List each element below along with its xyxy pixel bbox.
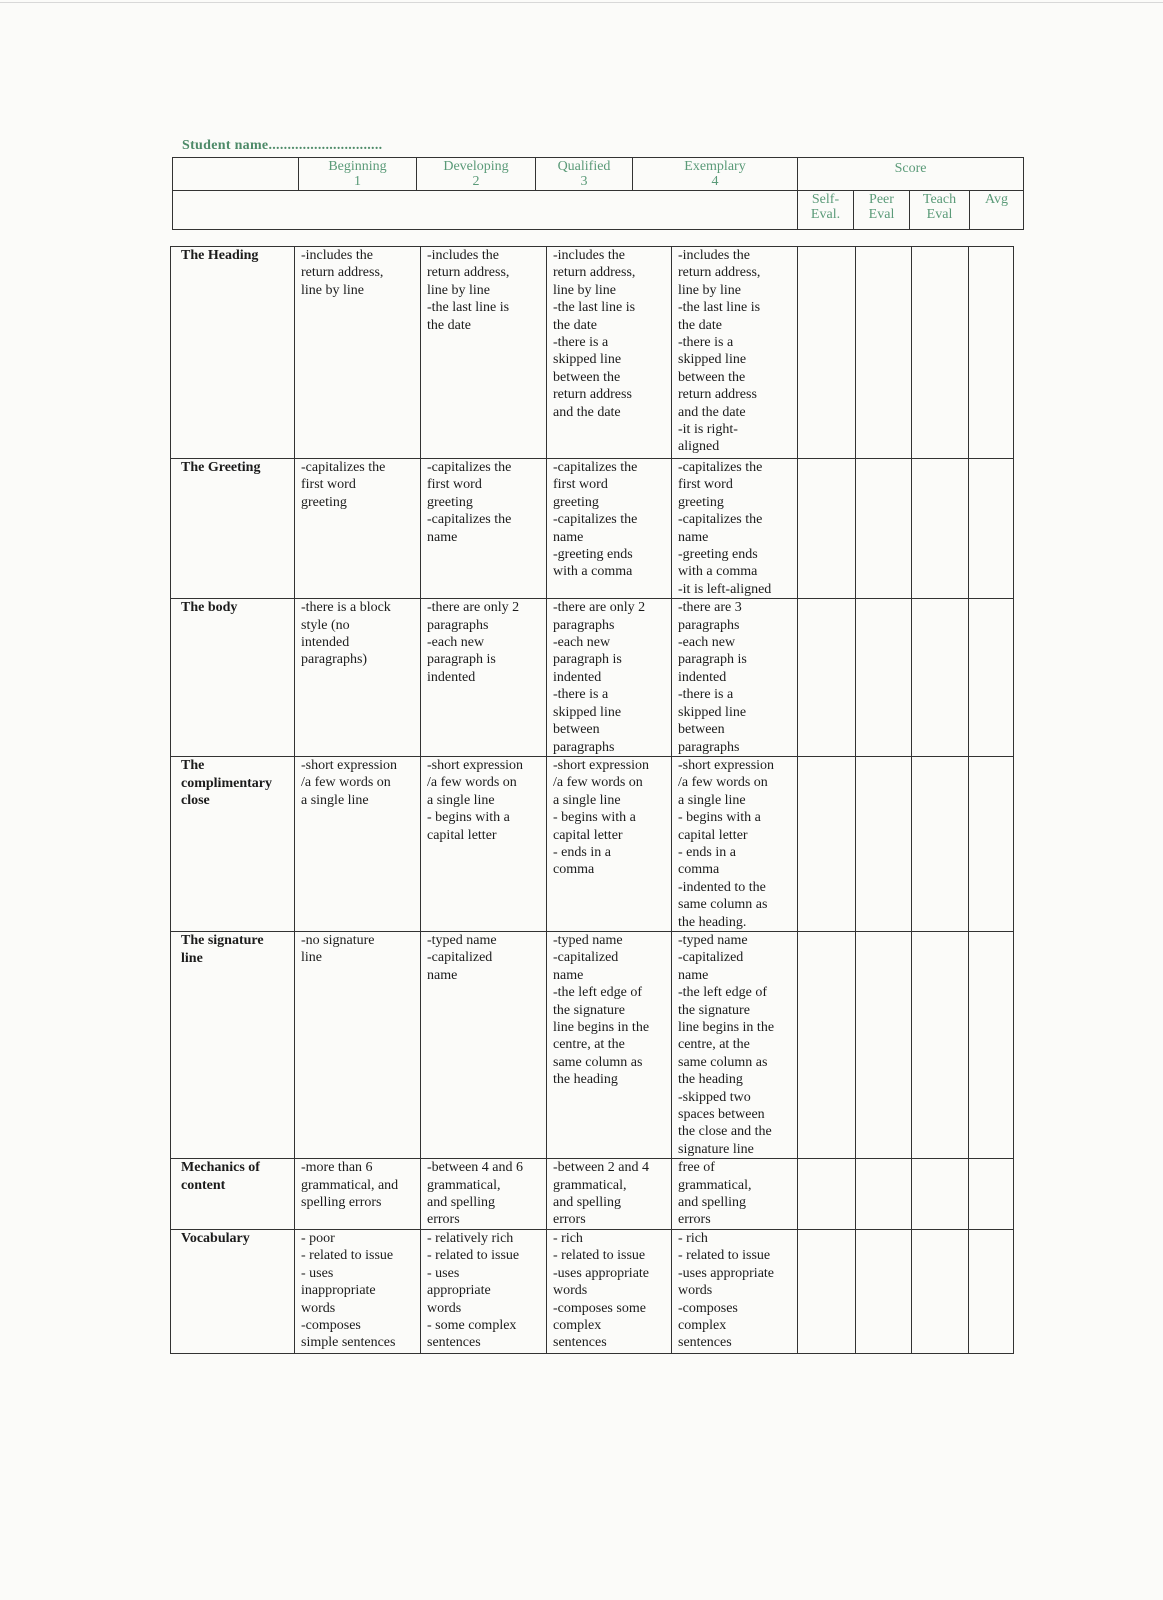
criterion-label <box>171 1159 295 1230</box>
descriptor-developing <box>421 1159 547 1230</box>
descriptor-text: -short expression /a few words on a single line - begins with a capital letter - ends in a comma <box>553 757 650 878</box>
score-cell-avg[interactable] <box>969 756 1014 931</box>
descriptor-text: -short expression /a few words on a single line - begins with a capital letter - ends in a comma -indented to the same column as the heading. <box>678 757 775 930</box>
descriptor-exemplary <box>672 1159 798 1230</box>
rubric-header-table <box>172 157 1024 230</box>
score-cell-teach-eval[interactable] <box>912 599 969 757</box>
descriptor-text: -includes the return address, line by line <box>301 248 384 298</box>
descriptor-exemplary <box>672 756 798 931</box>
descriptor-beginning <box>295 1159 421 1230</box>
descriptor-beginning <box>295 756 421 931</box>
score-header: Score <box>798 158 1024 191</box>
descriptor-exemplary <box>672 599 798 757</box>
score-cell-self-eval[interactable] <box>798 931 856 1158</box>
score-cell-peer-eval[interactable] <box>856 459 912 599</box>
descriptor-exemplary <box>672 1229 798 1353</box>
score-cell-self-eval[interactable] <box>798 1159 856 1230</box>
descriptor-beginning <box>295 247 421 459</box>
level-name: Exemplary <box>684 159 746 174</box>
descriptor-beginning <box>295 459 421 599</box>
descriptor-beginning <box>295 931 421 1158</box>
level-name: Developing <box>443 159 509 174</box>
level-qualified-header <box>536 158 633 191</box>
descriptor-text: -no signature line <box>301 932 375 966</box>
descriptor-text: - rich - related to issue -uses appropriate words -composes complex sentences <box>678 1230 775 1351</box>
descriptor-text: -there are only 2 paragraphs -each new paragraph is indented -there is a skipped line between paragraphs <box>553 600 646 755</box>
descriptor-text: -capitalizes the first word greeting -capitalizes the name <box>427 460 512 545</box>
score-cell-avg[interactable] <box>969 459 1014 599</box>
score-cell-self-eval[interactable] <box>798 1229 856 1353</box>
score-cell-teach-eval[interactable] <box>912 1229 969 1353</box>
descriptor-text: -includes the return address, line by line -the last line is the date -there is a skipped line between the return address and the date -it is right- aligned <box>678 248 761 455</box>
criterion-text: Vocabulary <box>181 1230 250 1246</box>
header-spacer-cell <box>173 191 798 230</box>
score-col-label: Teach <box>922 192 957 207</box>
criterion-label <box>171 459 295 599</box>
rubric-row-greeting <box>171 459 1014 599</box>
descriptor-text: - rich - related to issue -uses appropriate words -composes some complex sentences <box>553 1230 650 1351</box>
descriptor-developing <box>421 599 547 757</box>
descriptor-text: -includes the return address, line by line -the last line is the date <box>427 248 510 333</box>
page-top-edge <box>0 2 1163 3</box>
score-cell-avg[interactable] <box>969 1159 1014 1230</box>
descriptor-exemplary <box>672 931 798 1158</box>
descriptor-text: -there is a block style (no intended paragraphs) <box>301 600 391 668</box>
descriptor-qualified <box>547 1229 672 1353</box>
level-developing-header <box>417 158 536 191</box>
descriptor-qualified <box>547 599 672 757</box>
score-cell-teach-eval[interactable] <box>912 1159 969 1230</box>
descriptor-text: -between 2 and 4 grammatical, and spelling errors <box>553 1160 650 1228</box>
rubric-row-heading <box>171 247 1014 459</box>
descriptor-beginning <box>295 1229 421 1353</box>
level-name: Beginning <box>328 159 387 174</box>
descriptor-text: -short expression /a few words on a single line - begins with a capital letter <box>427 757 524 843</box>
rubric-row-complimentary-close <box>171 756 1014 931</box>
score-col-peer-eval <box>854 191 910 230</box>
score-cell-teach-eval[interactable] <box>912 756 969 931</box>
criterion-label <box>171 247 295 459</box>
criterion-text: The body <box>181 600 238 616</box>
level-name: Qualified <box>557 159 611 174</box>
score-col-label: Avg <box>984 192 1009 207</box>
descriptor-developing <box>421 931 547 1158</box>
criterion-text: The complimentary close <box>181 757 272 809</box>
descriptor-qualified <box>547 931 672 1158</box>
score-cell-avg[interactable] <box>969 1229 1014 1353</box>
descriptor-text: -capitalizes the first word greeting -capitalizes the name -greeting ends with a comma -it is left-aligned <box>678 460 772 597</box>
descriptor-beginning <box>295 599 421 757</box>
criterion-text: The Heading <box>181 248 259 263</box>
criterion-text: The signature line <box>181 932 264 966</box>
descriptor-qualified <box>547 459 672 599</box>
score-cell-teach-eval[interactable] <box>912 931 969 1158</box>
descriptor-text: -short expression /a few words on a single line <box>301 757 398 808</box>
rubric-row-signature-line <box>171 931 1014 1158</box>
descriptor-developing <box>421 459 547 599</box>
descriptor-text: -there are only 2 paragraphs -each new paragraph is indented <box>427 600 520 685</box>
score-cell-peer-eval[interactable] <box>856 1229 912 1353</box>
descriptor-developing <box>421 756 547 931</box>
score-cell-teach-eval[interactable] <box>912 247 969 459</box>
score-cell-teach-eval[interactable] <box>912 459 969 599</box>
level-number: 4 <box>711 174 719 189</box>
level-number: 1 <box>354 174 361 189</box>
descriptor-text: - relatively rich - related to issue - uses appropriate words - some complex sentences <box>427 1230 520 1351</box>
score-cell-peer-eval[interactable] <box>856 599 912 757</box>
score-cell-peer-eval[interactable] <box>856 247 912 459</box>
score-cell-peer-eval[interactable] <box>856 931 912 1158</box>
score-col-label: Self- <box>811 192 840 207</box>
score-col-label: Peer <box>869 192 894 207</box>
score-cell-self-eval[interactable] <box>798 599 856 757</box>
descriptor-text: -typed name -capitalized name -the left edge of the signature line begins in the centre, at the same column as the heading <box>553 932 650 1088</box>
criterion-label <box>171 931 295 1158</box>
score-cell-peer-eval[interactable] <box>856 756 912 931</box>
descriptor-text: -there are 3 paragraphs -each new paragraph is indented -there is a skipped line between paragraphs <box>678 600 747 755</box>
level-number: 2 <box>472 174 480 189</box>
descriptor-text: free of grammatical, and spelling errors <box>678 1160 752 1228</box>
level-number: 3 <box>580 174 588 189</box>
descriptor-text: -capitalizes the first word greeting <box>301 460 386 510</box>
criterion-label <box>171 599 295 757</box>
descriptor-qualified <box>547 247 672 459</box>
descriptor-text: -includes the return address, line by line -the last line is the date -there is a skipped line between the return address and the date <box>553 248 636 420</box>
score-cell-self-eval[interactable] <box>798 247 856 459</box>
rubric-body-table <box>170 246 1014 1354</box>
descriptor-text: -between 4 and 6 grammatical, and spelling errors <box>427 1160 524 1228</box>
score-cell-peer-eval[interactable] <box>856 1159 912 1230</box>
descriptor-exemplary <box>672 247 798 459</box>
descriptor-text: -typed name -capitalized name -the left edge of the signature line begins in the centre, at the same column as the heading -skipped two spaces between the close and the signature line <box>678 932 775 1157</box>
rubric-row-vocabulary <box>171 1229 1014 1353</box>
criterion-label <box>171 1229 295 1353</box>
rubric-row-body <box>171 599 1014 757</box>
descriptor-qualified <box>547 756 672 931</box>
score-cell-avg[interactable] <box>969 599 1014 757</box>
score-cell-self-eval[interactable] <box>798 756 856 931</box>
rubric-row-mechanics-of-content <box>171 1159 1014 1230</box>
level-exemplary-header <box>633 158 798 191</box>
descriptor-text: -capitalizes the first word greeting -capitalizes the name -greeting ends with a comma <box>553 460 638 580</box>
descriptor-exemplary <box>672 459 798 599</box>
score-col-avg <box>970 191 1024 230</box>
score-col-label: Eval <box>926 207 953 222</box>
descriptor-developing <box>421 247 547 459</box>
descriptor-text: -typed name -capitalized name <box>427 932 497 983</box>
header-blank-cell <box>173 158 299 191</box>
student-name-field[interactable]: Student name.............................. <box>182 138 383 153</box>
criterion-text: The Greeting <box>181 460 261 475</box>
score-col-teach-eval <box>910 191 970 230</box>
score-col-label: Eval. <box>810 207 841 222</box>
descriptor-developing <box>421 1229 547 1353</box>
descriptor-qualified <box>547 1159 672 1230</box>
criterion-label <box>171 756 295 931</box>
score-col-self-eval <box>798 191 854 230</box>
level-beginning-header <box>299 158 417 191</box>
score-col-label: Eval <box>868 207 895 222</box>
score-cell-self-eval[interactable] <box>798 459 856 599</box>
score-cell-avg[interactable] <box>969 247 1014 459</box>
score-cell-avg[interactable] <box>969 931 1014 1158</box>
descriptor-text: -more than 6 grammatical, and spelling errors <box>301 1160 399 1211</box>
criterion-text: Mechanics of content <box>181 1160 260 1193</box>
descriptor-text: - poor - related to issue - uses inappropriate words -composes simple sentences <box>301 1230 396 1351</box>
